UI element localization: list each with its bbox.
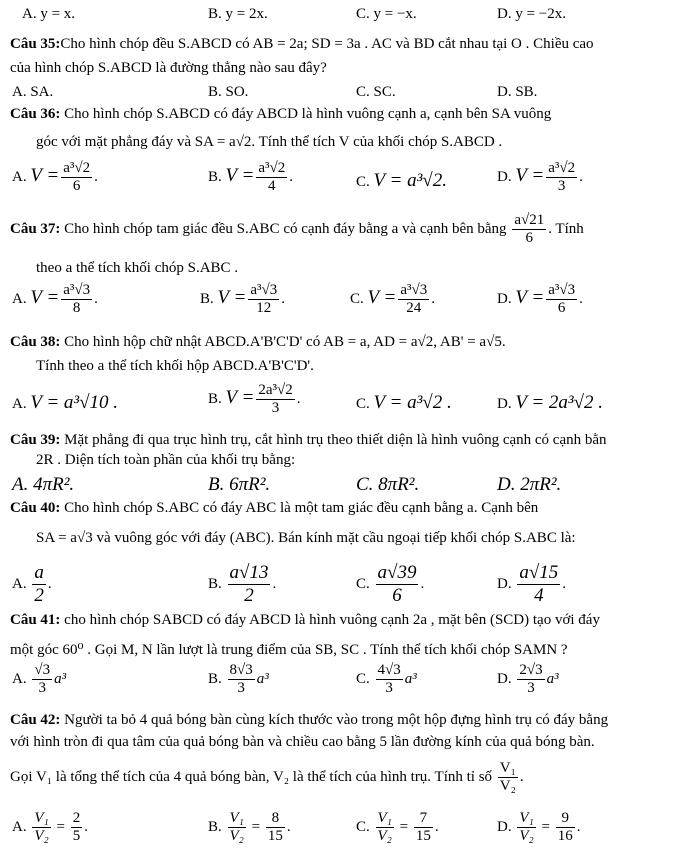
q37-option-b: B. V = $\frac{\text{a³√3}}{12}$ . (200, 282, 285, 317)
q36-line1 (10, 106, 690, 123)
q37-label: Câu 37: (10, 221, 61, 238)
q35-option-b: B. SO. (208, 84, 249, 100)
q38-label: Câu 38: (10, 334, 61, 350)
q41-label: Câu 41: (10, 612, 61, 628)
q39-option-c: C. 8πR². (356, 474, 420, 495)
q37-line2: theo a thể tích khối chóp S.ABC . (36, 260, 239, 276)
q42-option-a: A. $\frac{\text{V₁}}{\text{V₂}}$ = $\frac{2}{5}$ . (12, 810, 88, 845)
q34-option-a: A. y = x. (22, 6, 76, 22)
q40-option-d: D. $\frac{a√15}{4}$ . (497, 562, 567, 606)
q42-ratio: $\frac{\text{V₁}}{\text{V₂}}$ (499, 760, 516, 795)
q42-line1: Câu 42: Người ta bỏ 4 quả bóng bàn cùng kích thước vào trong một hộp đựng hình trụ có đáy bằng (10, 712, 609, 728)
q37-edge-fraction: $\frac{a√21}{6}$ (514, 212, 545, 247)
q39-line2: 2R . Diện tích toàn phần của khối trụ bằng: (36, 452, 296, 468)
q42-label: Câu 42: (10, 712, 61, 728)
q42-line2: với hình tròn đi qua tâm của quả bóng bàn và chiều cao bằng 5 lần đường kính của quả bóng bàn. (10, 734, 595, 750)
q34-option-d: D. y = −2x. (497, 6, 567, 22)
q35-label: Câu 35: (10, 36, 61, 52)
q41-option-d: D. $\frac{2√3}{3}$ a³ (497, 662, 559, 697)
q42-option-d: D. $\frac{\text{V₁}}{\text{V₂}}$ = $\frac{9}{16}$ . (497, 810, 581, 845)
q35-line1 (10, 36, 690, 53)
q38-option-b: B. V = $\frac{\text{2a³√2}}{3}$ . (208, 382, 301, 417)
q40-option-c: C. $\frac{a√39}{6}$ . (356, 562, 425, 606)
q35-option-c: C. SC. (356, 84, 396, 100)
q38-line2: Tính theo a thể tích khối hộp ABCD.A'B'C'D'. (36, 358, 314, 374)
q40-label: Câu 40: (10, 500, 61, 516)
q36-text1: Cho hình chóp S.ABCD có đáy ABCD là hình vuông cạnh a, cạnh bên SA vuông (64, 106, 552, 122)
q37-option-a: A. V = $\frac{\text{a³√3}}{8}$ . (12, 282, 98, 317)
q36-label: Câu 36: (10, 106, 61, 122)
q42-option-c: C. $\frac{\text{V₁}}{\text{V₂}}$ = $\frac{7}{15}$ . (356, 810, 439, 845)
q42-option-b: B. $\frac{\text{V₁}}{\text{V₂}}$ = $\frac{8}{15}$ . (208, 810, 291, 845)
q36-option-d: D. V = $\frac{\text{a³√2}}{3}$ . (497, 160, 583, 195)
q38-option-c: C. V = a³√2 . (356, 392, 452, 413)
q39-option-b: B. 6πR². (208, 474, 271, 495)
q36-option-c: C. V = a³√2. (356, 170, 447, 191)
q41-line2: một góc 60⁰ . Gọi M, N lần lượt là trung điểm của SB, SC . Tính thể tích khối chóp SAMN ? (10, 642, 568, 658)
q40-option-b: B. $\frac{a√13}{2}$ . (208, 562, 277, 606)
q34-option-b: B. y = 2x. (208, 6, 268, 22)
q41-option-b: B. $\frac{8√3}{3}$ a³ (208, 662, 269, 697)
q39-option-a: A. 4πR². (12, 474, 75, 495)
q42-line3: Gọi V₁ là tổng thể tích của 4 quả bóng bàn, V₂ là thể tích của hình trụ. Tính tỉ số $\frac{\text{V₁}}{\text{V₂}}$ . (10, 760, 524, 795)
q38-line1: Câu 38: Cho hình hộp chữ nhật ABCD.A'B'C'D' có AB = a, AD = a√2, AB' = a√5. (10, 334, 506, 350)
q38-option-a: A. V = a³√10 . (12, 392, 119, 413)
q40-line2: SA = a√3 và vuông góc với đáy (ABC). Bán kính mặt cầu ngoại tiếp khối chóp S.ABC là: (36, 530, 576, 546)
q41-option-c: C. $\frac{4√3}{3}$ a³ (356, 662, 417, 697)
q40-line1: Câu 40: Cho hình chóp S.ABC có đáy ABC là một tam giác đều cạnh bằng a. Cạnh bên (10, 500, 539, 516)
q37-option-d: D. V = $\frac{\text{a³√3}}{6}$ . (497, 282, 583, 317)
q39-option-d: D. 2πR². (497, 474, 562, 495)
q36-option-a: A. V = $\frac{\text{a³√2}}{6}$ . (12, 160, 98, 195)
q37-option-c: C. V = $\frac{\text{a³√3}}{24}$ . (350, 282, 435, 317)
q39-label: Câu 39: (10, 432, 61, 448)
q37-line1: Câu 37: Cho hình chóp tam giác đều S.ABC có cạnh đáy bằng a và cạnh bên bằng $\frac{a√21}{6}$ . Tính (10, 212, 584, 247)
q35-text1: Cho hình chóp đều S.ABCD có AB = 2a; SD = 3a . AC và BD cắt nhau tại O . Chiều cao (60, 36, 594, 52)
q35-line2: của hình chóp S.ABCD là đường thẳng nào sau đây? (10, 60, 327, 76)
q35-option-a: A. SA. (12, 84, 54, 100)
q36-option-b: B. V = $\frac{\text{a³√2}}{4}$ . (208, 160, 293, 195)
q38-option-d: D. V = 2a³√2 . (497, 392, 604, 413)
q39-line1: Câu 39: Mặt phẳng đi qua trục hình trụ, cắt hình trụ theo thiết diện là hình vuông cạnh có cạnh bằn (10, 432, 607, 448)
q40-option-a: A. $\frac{a}{2}$ . (12, 562, 52, 606)
q41-option-a: A. $\frac{√3}{3}$ a³ (12, 662, 67, 697)
q35-option-d: D. SB. (497, 84, 538, 100)
q34-option-c: C. y = −x. (356, 6, 417, 22)
q41-line1: Câu 41: cho hình chóp SABCD có đáy ABCD là hình vuông cạnh 2a , mặt bên (SCD) tạo với đáy (10, 612, 600, 628)
q36-line2: góc với mặt phẳng đáy và SA = a√2. Tính thể tích V của khối chóp S.ABCD . (36, 134, 503, 150)
